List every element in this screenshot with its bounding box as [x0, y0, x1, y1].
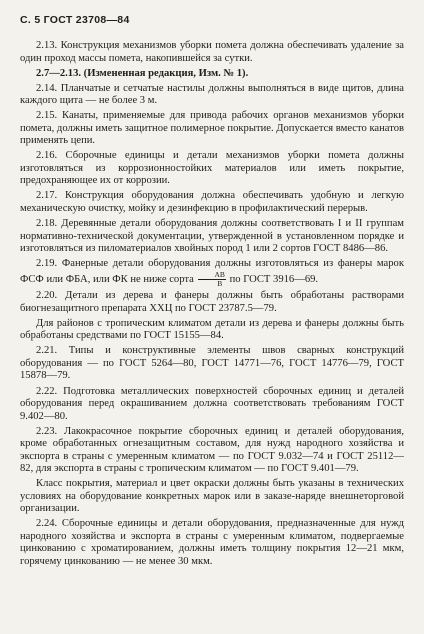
paragraph-2-21: 2.21. Типы и конструктивные элементы швов сварных конструкций оборудования — по ГОСТ 5264—80, ГОСТ 14771—76, ГОСТ 14776—79, ГОСТ 15878—79.	[20, 345, 404, 382]
paragraph-2-24: 2.24. Сборочные единицы и детали оборудования, предназначенные для нужд народного хозяйства и экспорта в страны с умеренным климатом, подвергаемые цинкованию с хроматированием, должны иметь толщину покрытия 12—21 мкм, горячему цинкованию — не менее 30 мкм.	[20, 518, 404, 567]
paragraph-amendment-note: 2.7—2.13. (Измененная редакция, Изм. № 1).	[36, 67, 249, 79]
paragraph-coating-class: Класс покрытия, материал и цвет окраски должны быть указаны в технических условиях на оборудование конкретных марок или в заказе-наряде внешнеторговой организации.	[20, 478, 404, 515]
page-header: С. 5 ГОСТ 23708—84	[20, 14, 130, 26]
paragraph-2-22: 2.22. Подготовка металлических поверхностей сборочных единиц и деталей оборудования перед окрашиванием должна соответствовать требованиям ГОСТ 9.402—80.	[20, 385, 404, 422]
paragraph-2-14: 2.14. Планчатые и сетчатые настилы должны выполняться в виде щитов, длина каждого щита — не более 3 м.	[20, 82, 404, 107]
fraction-numerator: AB	[198, 271, 226, 280]
paragraph-2-23: 2.23. Лакокрасочное покрытие сборочных единиц и деталей оборудования, кроме обработанных огнезащитным составом, для нужд народного хозяйства и экспорта в страны с умеренным климатом — по ГОСТ 9.032—74 и ГОСТ 25112—82, для экспорта в страны с тропическим климатом — по ГОСТ 9.401—79.	[20, 425, 404, 475]
document-body	[20, 40, 404, 571]
paragraph-2-20: 2.20. Детали из дерева и фанеры должны быть обработаны растворами биогнезащитного препарата ХХЦ по ГОСТ 23787.5—79.	[20, 290, 404, 314]
paragraph-2-15: 2.15. Канаты, применяемые для привода рабочих органов механизмов уборки помета, должны иметь защитное полимерное покрытие. Допускается вместо канатов применять цепи.	[20, 110, 405, 147]
paragraph-2-16: 2.16. Сборочные единицы и детали механизмов уборки помета должны изготовляться из коррозионностойких материалов или иметь покрытие, предохраняющее их от коррозии.	[20, 150, 404, 187]
paragraph-2-19	[20, 258, 404, 288]
paragraph-2-18: 2.18. Деревянные детали оборудования должны соответствовать I и II группам нормативно-технической документации, утвержденной в установленном порядке и изготовляться из пиломатериалов хвойных пород 1 или 2 сортов ГОСТ 8486—86.	[20, 218, 404, 255]
grade-fraction	[198, 271, 226, 288]
fraction-denominator: B	[217, 278, 223, 288]
paragraph-2-19-text: 2.19. Фанерные детали оборудования должны изготовляться из фанеры марок ФСФ или ФБА, или ФК не ниже сорта	[20, 258, 404, 285]
paragraph-2-13: 2.13. Конструкция механизмов уборки помета должна обеспечивать удаление за один проход массы помета, накопившейся за сутки.	[20, 40, 404, 64]
paragraph-2-17: 2.17. Конструкция оборудования должна обеспечивать удобную и легкую механическую очистку, мойку и дезинфекцию в профилактический перерыв.	[20, 190, 404, 214]
paragraph-2-19-tail: по ГОСТ 3916—69.	[229, 273, 319, 285]
paragraph-tropical-climate: Для районов с тропическим климатом детали из дерева и фанеры должны быть обработаны средствами по ГОСТ 15155—84.	[20, 317, 404, 342]
